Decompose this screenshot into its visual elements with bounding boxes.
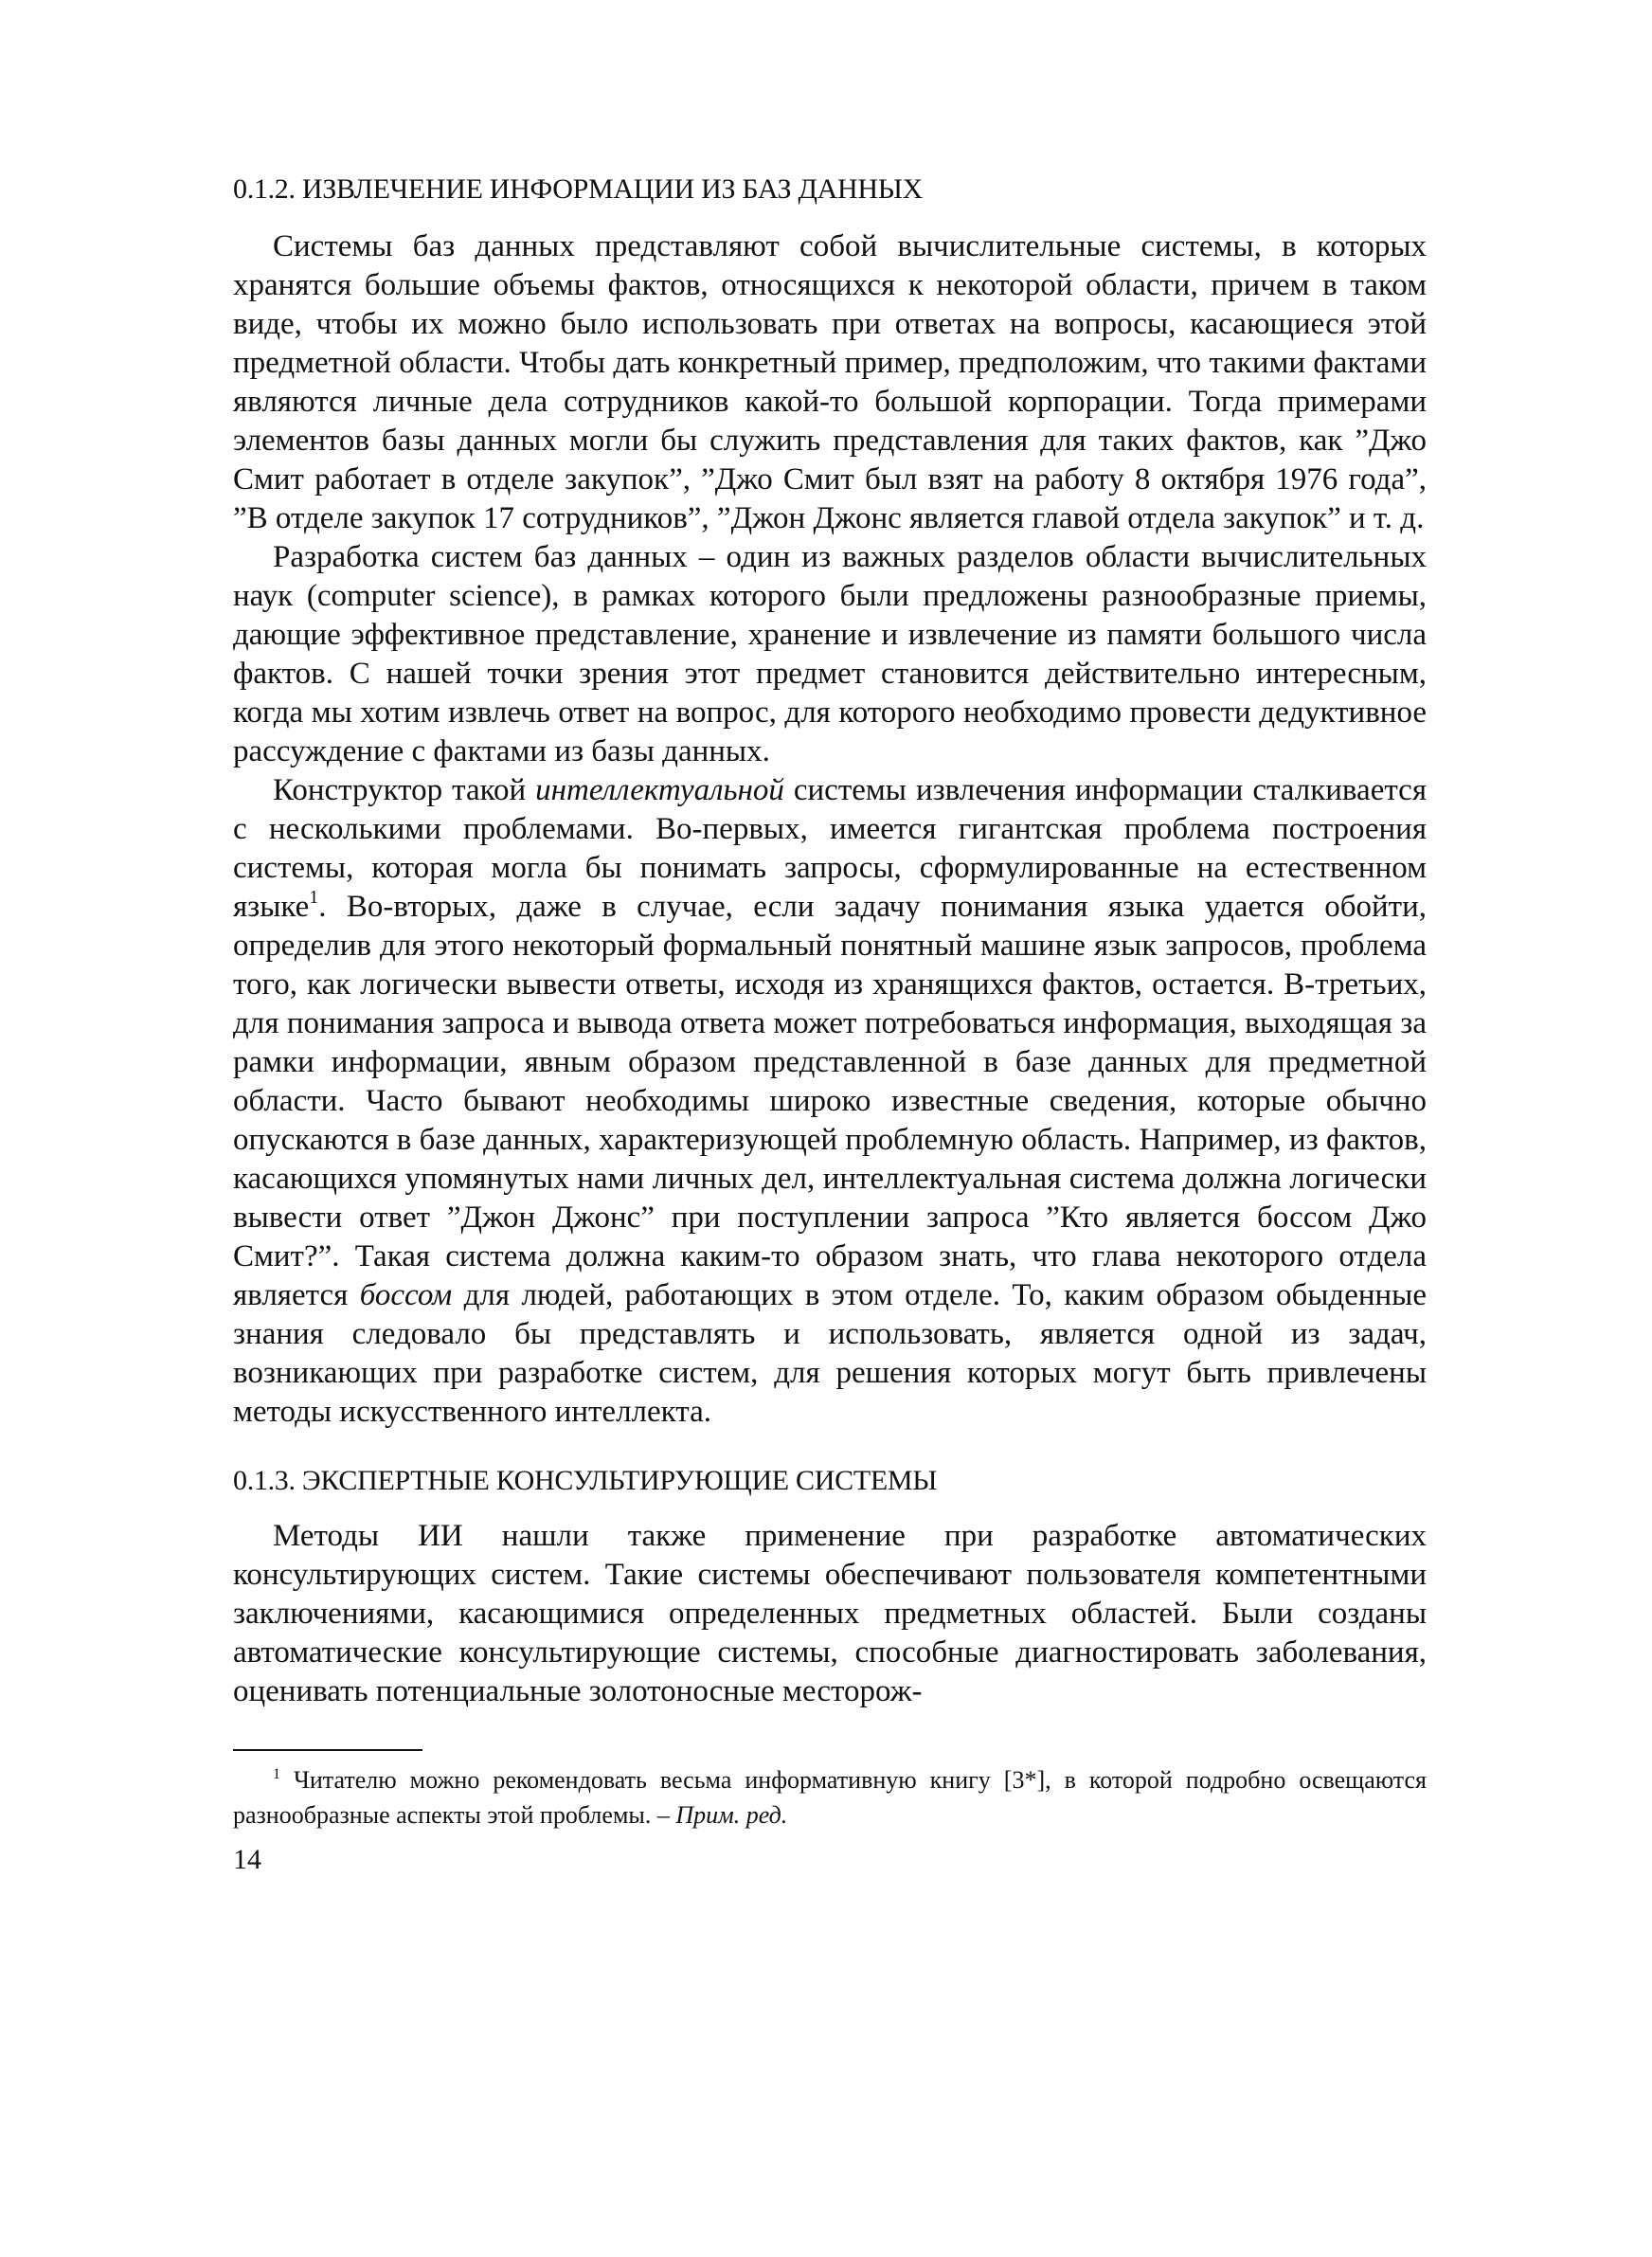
paragraph-database-systems: Системы баз данных представляют собой вычислительные системы, в которых хранятся большие объемы фактов, относящихся к некоторой области, причем в таком виде, чтобы их можно было использовать при ответах на вопросы, касающиеся этой предметной области. Чтобы дать конкретный пример, предположим, что такими фактами являются личные дела сотрудников какой-то большой корпорации. Тогда примерами элементов базы данных могли бы служить представления для таких фактов, как ”Джо Смит работает в отделе закупок”, ”Джо Смит был взят на работу 8 октября 1976 года”, ”В отделе закупок 17 сотрудников”, ”Джон Джонс является главой отдела закупок” и т. д. [233, 229, 1427, 535]
paragraph-database-development: Разработка систем баз данных – один из важных разделов области вычислительных наук (computer science), в рамках которого были предложены разнообразные приемы, дающие эффективное представление, хранение и извлечение из памяти большого числа фактов. С нашей точки зрения этот предмет становится действительно интересным, когда мы хотим извлечь ответ на вопрос, для которого необходимо провести дедуктивное рассуждение с фактами из базы данных. [233, 540, 1427, 768]
footnote-reference: 1 [309, 887, 319, 908]
section-heading-expert-systems: 0.1.3. ЭКСПЕРТНЫЕ КОНСУЛЬТИРУЮЩИЕ СИСТЕМЫ [233, 1465, 938, 1496]
text-run: для людей, работающих в этом отделе. То, каким образом обыденные знания следовало бы представлять и использовать, является одной из задач, возникающих при разработке систем, для решения которых могут быть привлечены методы искусственного интеллекта. [233, 1278, 1427, 1429]
italic-term-intellectual: интеллектуальной [535, 773, 784, 807]
footnote-divider [233, 1749, 422, 1751]
editor-note: Прим. ред. [675, 1801, 788, 1829]
italic-term-boss: боссом [359, 1278, 453, 1312]
footnote-text: Читателю можно рекомендовать весьма информативную книгу [3*], в которой подробно освещаются разнообразные аспекты этой проблемы. – [233, 1766, 1427, 1829]
section-heading-database-retrieval: 0.1.2. ИЗВЛЕЧЕНИЕ ИНФОРМАЦИИ ИЗ БАЗ ДАННЫХ [233, 173, 923, 205]
page-content [233, 171, 1427, 1876]
footnote-marker: 1 [273, 1766, 280, 1782]
footnote [233, 1762, 1427, 1833]
text-run: Конструктор такой [273, 773, 536, 807]
text-run: системы извлечения информации сталкивается с несколькими проблемами. Во-первых, имеется гигантская проблема построения системы, которая могла бы понимать запросы, сформулированные на естественном языке [233, 773, 1427, 924]
paragraph-intelligent-system-problems [233, 771, 1427, 1432]
paragraph-expert-systems: Методы ИИ нашли также применение при разработке автоматических консультирующих систем. Такие системы обеспечивают пользователя компетентными заключениями, касающимися определенных предметных областей. Были созданы автоматические консультирующие системы, способные диагностировать заболевания, оценивать потенциальные золотоносные месторож- [233, 1519, 1427, 1708]
page-number: 14 [233, 1844, 261, 1875]
text-run: . Во-вторых, даже в случае, если задачу понимания языка удается обойти, определив для этого некоторый формальный понятный машине язык запросов, проблема того, как логически вывести ответы, исходя из хранящихся фактов, остается. В-третьих, для понимания запроса и вывода ответа может потребоваться информация, выходящая за рамки информации, явным образом представленной в базе данных для предметной области. Часто бывают необходимы широко известные сведения, которые обычно опускаются в базе данных, характеризующей проблемную область. Например, из фактов, касающихся упомянутых нами личных дел, интеллектуальная система должна логически вывести ответ ”Джон Джонс” при поступлении запроса ”Кто является боссом Джо Смит?”. Такая система должна каким-то образом знать, что глава некоторого отдела является [233, 890, 1427, 1312]
